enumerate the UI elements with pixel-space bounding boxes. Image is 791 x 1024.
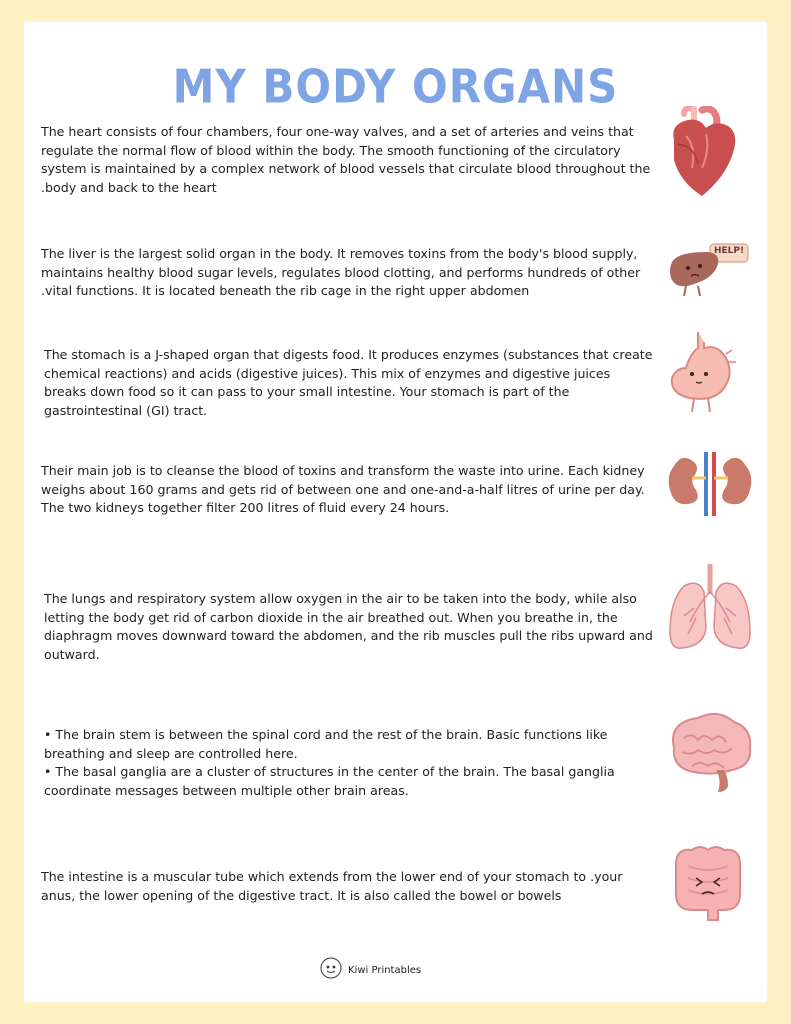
stomach-description: The stomach is a J-shaped organ that digests food. It produces enzymes (substances that create chemical reactions) and acids (digestive juices). This mix of enzymes and digestive juices breaks down food so it can pass to your small intestine. Your stomach is part of the gastrointestinal (GI) tract.	[44, 347, 653, 418]
kidneys-icon	[666, 452, 754, 520]
brain-description	[44, 726, 654, 800]
stomach-icon	[668, 330, 740, 420]
intestine-icon	[668, 844, 748, 930]
brain-bullet-1: • The brain stem is between the spinal cord and the rest of the brain. Basic functions like breathing and sleep are controlled here.	[44, 727, 608, 761]
liver-icon	[666, 242, 752, 304]
page-title: MY BODY ORGANS	[172, 59, 619, 114]
intestine-description: The intestine is a muscular tube which extends from the lower end of your stomach to .your anus, the lower opening of the digestive tract. It is also called the bowel or bowels	[41, 869, 623, 903]
brain-bullet-2: • The basal ganglia are a cluster of structures in the center of the brain. The basal ganglia coordinate messages between multiple other brain areas.	[44, 764, 615, 798]
lungs-description: The lungs and respiratory system allow oxygen in the air to be taken into the body, while also letting the body get rid of carbon dioxide in the air breathed out. When you breathe in, the diaphragm moves downward toward the abdomen, and the rib muscles pull the ribs upward and outward.	[44, 591, 653, 662]
heart-icon	[664, 106, 740, 202]
liver-description: The liver is the largest solid organ in the body. It removes toxins from the body's blood supply, maintains healthy blood sugar levels, regulates blood clotting, and performs hundreds of other .vital functions. It is located beneath the rib cage in the right upper abdomen	[41, 246, 641, 298]
brain-icon	[664, 710, 756, 800]
lungs-icon	[666, 562, 754, 658]
footer-brand	[320, 955, 421, 985]
kiwi-logo-icon	[320, 957, 342, 983]
heart-description: The heart consists of four chambers, four one-way valves, and a set of arteries and veins that regulate the normal flow of blood within the body. The smooth functioning of the circulatory system is maintained by a complex network of blood vessels that circulate blood throughout the .body and back to the heart	[41, 124, 651, 195]
kidneys-description: Their main job is to cleanse the blood of toxins and transform the waste into urine. Each kidney weighs about 160 grams and gets rid of between one and one-and-a-half litres of urine per day. The two kidneys together filter 200 litres of fluid every 24 hours.	[41, 463, 645, 515]
help-badge: HELP!	[714, 246, 745, 256]
footer-label: Kiwi Printables	[348, 964, 422, 976]
